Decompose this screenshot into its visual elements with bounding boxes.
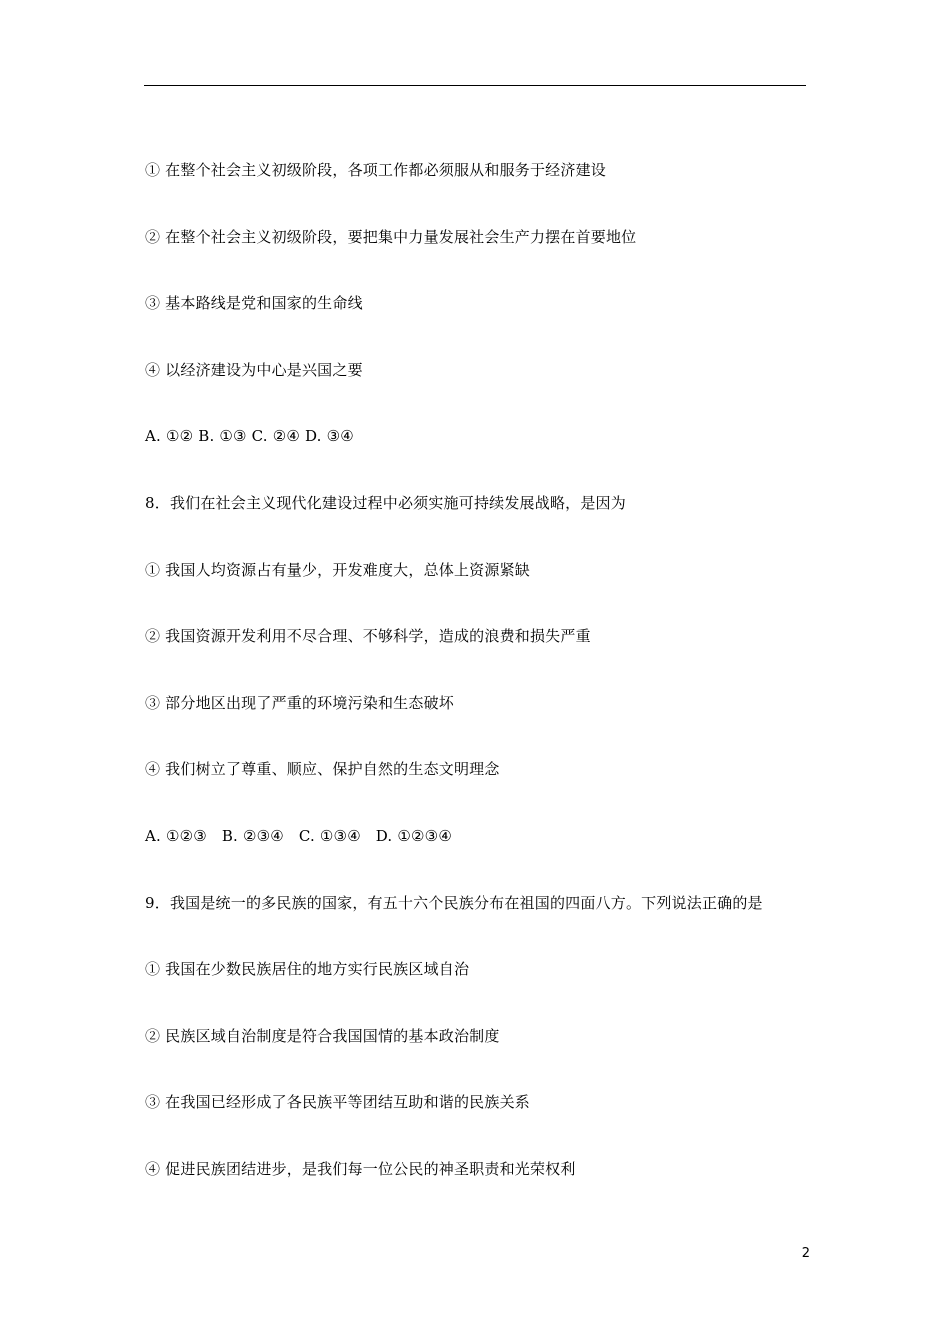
- page-number: 2: [801, 1246, 810, 1261]
- document-body: [145, 157, 825, 1223]
- text-line: ② 我国资源开发利用不尽合理、不够科学，造成的浪费和损失严重: [145, 627, 591, 646]
- text-line: ③ 基本路线是党和国家的生命线: [145, 294, 363, 313]
- text-line: ④ 我们树立了尊重、顺应、保护自然的生态文明理念: [145, 760, 500, 779]
- answer-options: A. ①②③ B. ②③④ C. ①③④ D. ①②③④: [145, 826, 452, 845]
- text-line: ④ 促进民族团结进步，是我们每一位公民的神圣职责和光荣权利: [145, 1159, 576, 1178]
- text-line: ③ 在我国已经形成了各民族平等团结互助和谐的民族关系: [145, 1093, 530, 1112]
- text-line: ① 我国人均资源占有量少，开发难度大，总体上资源紧缺: [145, 560, 530, 579]
- text-line: ② 民族区域自治制度是符合我国国情的基本政治制度: [145, 1026, 500, 1045]
- text-line: ④ 以经济建设为中心是兴国之要: [145, 360, 363, 379]
- text-line: ② 在整个社会主义初级阶段，要把集中力量发展社会生产力摆在首要地位: [145, 227, 637, 246]
- question-9: 9．我国是统一的多民族的国家，有五十六个民族分布在祖国的四面八方。下列说法正确的是: [145, 893, 763, 912]
- question-8: 8．我们在社会主义现代化建设过程中必须实施可持续发展战略，是因为: [145, 493, 626, 512]
- header-rule: [144, 85, 806, 86]
- answer-options: A. ①② B. ①③ C. ②④ D. ③④: [145, 427, 354, 446]
- text-line: ① 在整个社会主义初级阶段，各项工作都必须服从和服务于经济建设: [145, 161, 606, 179]
- text-line: ③ 部分地区出现了严重的环境污染和生态破坏: [145, 693, 454, 712]
- text-line: ① 我国在少数民族居住的地方实行民族区域自治: [145, 960, 470, 979]
